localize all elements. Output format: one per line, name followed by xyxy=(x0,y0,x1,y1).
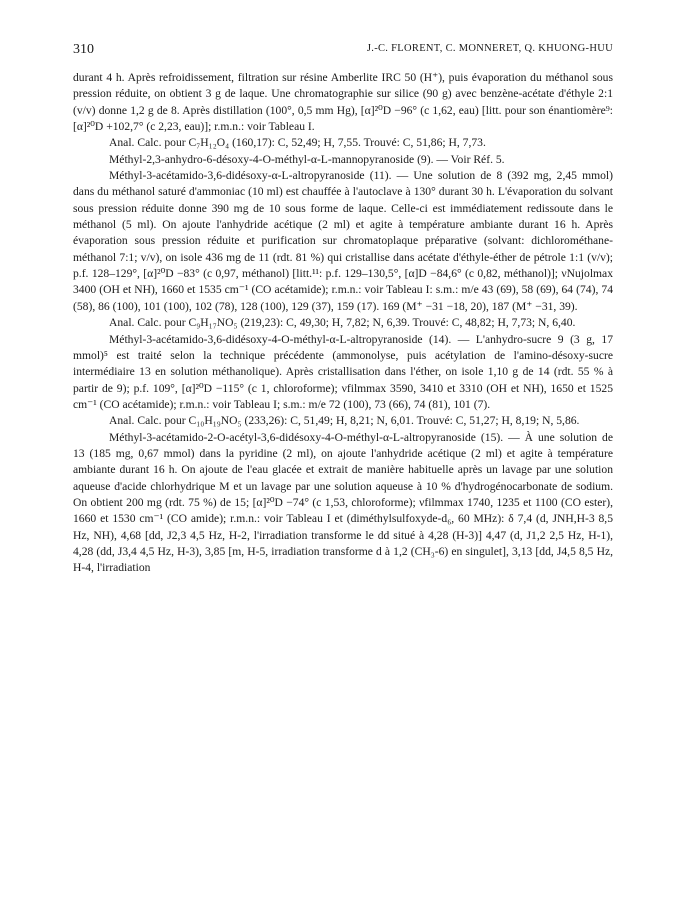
paragraph-compound-11: Méthyl-3-acétamido-3,6-didésoxy-α-L-altropyranoside (11). — Une solution de 8 (392 mg, 2,45 mmol) dans du méthanol saturé d'ammoniac (10 ml) est chauffée à l'autoclave à 130° durant 30 h. L'évaporation du solvant sous pression réduite donne 390 mg de 10 sous forme de laque. Celle-ci est immédiatement redissoute dans le méthanol (5 ml). On ajoute l'anhydride acétique (2 ml) et agite à température ambiante durant 16 h. Après évaporation sous pression réduite et purification sur chromatoplaque préparative (solvant: dichlorométhane-méthanol 7:1; v/v), on isole 436 mg de 11 (rdt. 81 %) qui cristallise dans acétate d'éthyle-éther de pétrole 1:1 (v/v); p.f. 128–129°, [α]²⁰D −83° (c 0,97, méthanol) [litt.¹¹: p.f. 129–130,5°, [α]D −84,6° (c 0,82, méthanol)]; νNujolmax 3400 (OH et NH), 1660 et 1535 cm⁻¹ (CO acétamide); r.m.n.: voir Tableau I: s.m.: m/e 43 (69), 58 (69), 64 (74), 74 (58), 86 (100), 101 (100), 102 (78), 128 (100), 129 (37), 159 (17). 169 (M⁺ −31 −18, 20), 187 (M⁺ −31, 39). xyxy=(73,169,613,313)
paragraph-compound-14: Méthyl-3-acétamido-3,6-didésoxy-4-O-méthyl-α-L-altropyranoside (14). — L'anhydro-sucre 9 (3 g, 17 mmol)⁵ est traité selon la technique précédente (ammonolyse, puis acétylation de l'amino-désoxy-sucre intermédiaire 13 en solution méthanolique). Après cristallisation dans l'éther, on isole 1,10 g de 14 (rdt. 55 % à partir de 9); p.f. 109°, [α]²⁰D −115° (c 1, chloroforme); νfilmmax 3590, 3410 et 3310 (OH et NH), 1650 et 1525 cm⁻¹ (CO acétamide); r.m.n.: voir Tableau I; s.m.: m/e 72 (100), 73 (66), 74 (81), 101 (7). xyxy=(73,332,613,411)
running-head: J.-C. FLORENT, C. MONNERET, Q. KHUONG-HUU xyxy=(366,43,613,54)
paragraph-analysis-8: Anal. Calc. pour C₇H₁₂O₄ (160,17): C, 52,49; H, 7,55. Trouvé: C, 51,86; H, 7,73. xyxy=(109,136,486,150)
paragraph-continuation: durant 4 h. Après refroidissement, filtration sur résine Amberlite IRC 50 (H⁺), puis évaporation du méthanol sous pression réduite, on obtient 3 g de laque. Une chromatographie sur silice (90 g) avec benzène-acétate d'éthyle 2:1 (v/v) donne 1,2 g de 8. Après distillation (100°, 0,5 mm Hg), [α]²⁰D −96° (c 1,62, eau) [litt. pour son énantiomère⁹: [α]²⁰D +102,7° (c 2,23, eau)]; r.m.n.: voir Tableau I. xyxy=(73,71,613,134)
body-text xyxy=(73,70,613,577)
paragraph-analysis-11: Anal. Calc. pour C₉H₁₇NO₅ (219,23): C, 49,30; H, 7,82; N, 6,39. Trouvé: C, 48,82; H, 7,73; N, 6,40. xyxy=(109,316,576,330)
page-number: 310 xyxy=(73,42,94,57)
paragraph-analysis-14: Anal. Calc. pour C₁₀H₁₉NO₅ (233,26): C, 51,49; H, 8,21; N, 6,01. Trouvé: C, 51,27; H, 8,19; N, 5,86. xyxy=(109,414,580,428)
paragraph-compound-9: Méthyl-2,3-anhydro-6-désoxy-4-O-méthyl-α-L-mannopyranoside (9). — Voir Réf. 5. xyxy=(109,152,505,166)
paragraph-compound-15: Méthyl-3-acétamido-2-O-acétyl-3,6-didésoxy-4-O-méthyl-α-L-altropyranoside (15). — À une solution de 13 (185 mg, 0,67 mmol) dans la pyridine (2 ml), on ajoute l'anhydride acétique (2 ml) et agite à température ambiante durant 16 h. On ajoute de l'eau glacée et extrait de manière habituelle après un lavage par une solution aqueuse d'acide chlorhydrique M et un lavage par une solution aqueuse à 10 % d'hydrogénocarbonate de sodium. On obtient 200 mg (rdt. 75 %) de 15; [α]²⁰D −74° (c 1,53, chloroforme); νfilmmax 1740, 1235 et 1100 (CO ester), 1660 et 1530 cm⁻¹ (CO amide); r.m.n.: voir Tableau I et (diméthylsulfoxyde-d₆, 60 MHz): δ 7,4 (d, JNH,H-3 8,5 Hz, NH), 4,68 [dd, J2,3 4,5 Hz, H-2, l'irradiation transforme le dd situé à 4,28 (H-3)] 4,47 (d, J1,2 2,5 Hz, H-1), 4,28 (dd, J3,4 4,5 Hz, H-3), 3,85 [m, H-5, irradiation transforme d à 1,2 (CH₃-6) en singulet], 3,13 [dd, J4,5 8,5 Hz, H-4, l'irradiation xyxy=(73,430,613,575)
page-header xyxy=(73,42,613,60)
